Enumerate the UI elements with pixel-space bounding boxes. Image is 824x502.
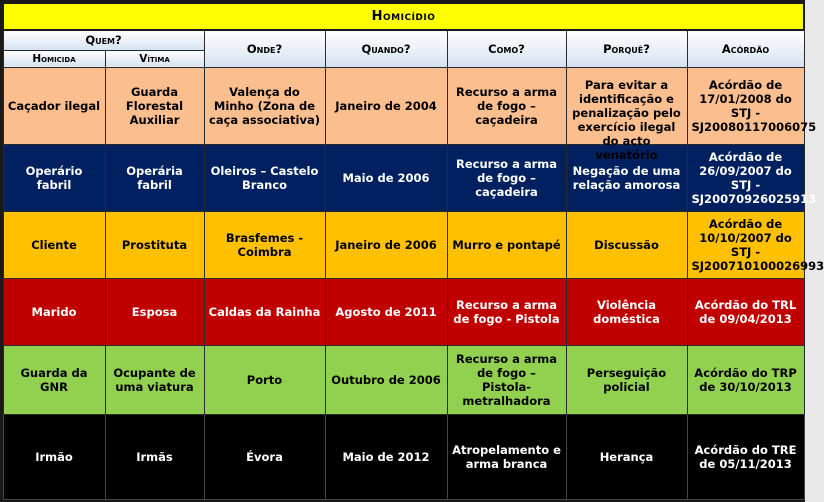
table-row — [3, 144, 804, 211]
cell-como: Recurso a arma de fogo – caçadeira — [447, 67, 566, 144]
cell-porque: Perseguição policial — [566, 345, 687, 414]
cell-acordao: Acórdão do TRL de 09/04/2013 — [687, 278, 804, 345]
header-quando: Quando? — [325, 30, 447, 67]
cell-como: Recurso a arma de fogo – Pistola-metralhadora — [447, 345, 566, 414]
cell-onde: Brasfemes - Coimbra — [204, 211, 325, 278]
header-onde: Onde? — [204, 30, 325, 67]
header-porque: Porquê? — [566, 30, 687, 67]
cell-homicida: Guarda da GNR — [3, 345, 105, 414]
cell-porque: Violência doméstica — [566, 278, 687, 345]
cell-onde: Oleiros – Castelo Branco — [204, 144, 325, 211]
cell-vitima: Prostituta — [105, 211, 204, 278]
cell-como: Recurso a arma de fogo - Pistola — [447, 278, 566, 345]
cell-vitima: Guarda Florestal Auxiliar — [105, 67, 204, 144]
header-acordao: Acórdão — [687, 30, 804, 67]
cell-vitima: Irmãs — [105, 414, 204, 500]
cell-como: Recurso a arma de fogo – caçadeira — [447, 144, 566, 211]
cell-quando: Outubro de 2006 — [325, 345, 447, 414]
cell-porque: Herança — [566, 414, 687, 500]
table-row — [3, 278, 804, 345]
header-homicida: Homicida — [3, 50, 105, 67]
table-row — [3, 414, 804, 500]
cell-como: Murro e pontapé — [447, 211, 566, 278]
cell-onde: Caldas da Rainha — [204, 278, 325, 345]
cell-vitima: Operária fabril — [105, 144, 204, 211]
header-vitima: Vítima — [105, 50, 204, 67]
cell-onde: Valença do Minho (Zona de caça associativa) — [204, 67, 325, 144]
cell-porque: Discussão — [566, 211, 687, 278]
cell-homicida: Irmão — [3, 414, 105, 500]
cell-homicida: Marido — [3, 278, 105, 345]
cell-acordao: Acórdão do TRE de 05/11/2013 — [687, 414, 804, 500]
header-quem: Quem? — [3, 30, 204, 50]
cell-onde: Porto — [204, 345, 325, 414]
table-row — [3, 345, 804, 414]
cell-quando: Maio de 2006 — [325, 144, 447, 211]
cell-porque: Negação de uma relação amorosa — [566, 144, 687, 211]
homicide-table — [2, 2, 824, 500]
cell-quando: Janeiro de 2006 — [325, 211, 447, 278]
cell-porque-text: Para evitar a identificação e penalização pelo exercício ilegal do acto venatório — [572, 77, 681, 162]
cell-acordao: Acórdão do TRP de 30/10/2013 — [687, 345, 804, 414]
cell-porque — [566, 67, 687, 162]
header-como: Como? — [447, 30, 566, 67]
cell-quando: Janeiro de 2004 — [325, 67, 447, 144]
cell-vitima: Ocupante de uma viatura — [105, 345, 204, 414]
table-row — [3, 67, 804, 144]
cell-como: Atropelamento e arma branca — [447, 414, 566, 500]
cell-quando: Agosto de 2011 — [325, 278, 447, 345]
cell-acordao: Acórdão de 17/01/2008 do STJ - SJ20080117006075 — [687, 67, 804, 144]
cell-vitima: Esposa — [105, 278, 204, 345]
table-row — [3, 211, 804, 278]
cell-acordao: Acórdão de 26/09/2007 do STJ - SJ20070926025913 — [687, 144, 804, 211]
cell-quando: Maio de 2012 — [325, 414, 447, 500]
table-title: Homicídio — [3, 3, 804, 30]
cell-onde: Évora — [204, 414, 325, 500]
cell-homicida: Cliente — [3, 211, 105, 278]
cell-homicida: Caçador ilegal — [3, 67, 105, 144]
cell-acordao: Acórdão de 10/10/2007 do STJ - SJ200710100026993 — [687, 211, 804, 278]
cell-homicida: Operário fabril — [3, 144, 105, 211]
